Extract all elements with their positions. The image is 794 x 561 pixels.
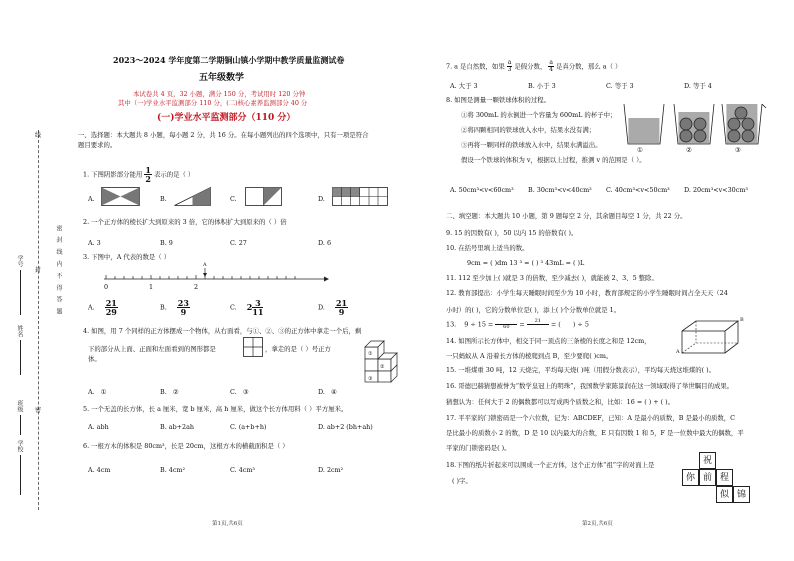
- q18-line-2[interactable]: ( )字。: [452, 477, 472, 485]
- q3-tick-1: 1: [149, 283, 154, 291]
- q18-line-1: 18.下图的纸片折起来可以围成一个正方体，这个正方体“祖”字的对面上是: [446, 461, 655, 469]
- q1-figure-b: [174, 187, 211, 206]
- q4-cube-label-1: ①: [368, 351, 373, 357]
- q7-option-c[interactable]: C. 等于 3: [606, 82, 634, 90]
- q8-line-4: ③再将一颗同样的铁球放入水中，结果水满溢出。: [461, 141, 602, 149]
- binding-char-feng: 封: [35, 267, 42, 274]
- q3-option-a[interactable]: A. $\frac{21}{29}$: [88, 298, 117, 317]
- class-label: 班级: [16, 400, 23, 412]
- exam-info-2: 其中（一)学业水平监测部分 110 分，(二)核心素养监测部分 40 分: [118, 99, 308, 107]
- q7-option-a[interactable]: A. 大于 3: [450, 82, 478, 90]
- part2-intro: 二、填空题：本大题共 10 小题，第 9 题每空 2 分，其余题目每空 1 分，共 22 分。: [446, 212, 687, 220]
- q6-option-a[interactable]: A. 4cm: [88, 466, 111, 474]
- q8-option-d[interactable]: D. 20cm³<v<30cm³: [684, 186, 748, 194]
- q3-number-line: [100, 262, 330, 294]
- q4-line-2: 下的部分从上面、正面和左面看到的图形都是: [88, 345, 216, 353]
- q3-mark-a: A: [203, 262, 207, 268]
- q16-line-1: 16. 哥德巴赫猜想被誉为“数学皇冠上的明珠”，我国数学家陈景润在这一领域取得了举世瞩目的成果。: [446, 382, 734, 390]
- net-cell-zhu: 祝: [699, 452, 716, 469]
- q9-text[interactable]: 9. 15 的因数有( )，50 以内 15 的倍数有( )。: [446, 229, 578, 237]
- q4-cube-label-3: ③: [368, 376, 373, 382]
- q14-line-2[interactable]: 一只蚂蚁从 A 沿着长方体的棱爬到点 B，至少要爬( )cm。: [446, 352, 613, 360]
- net-cell-cheng: 程: [716, 469, 733, 486]
- q8-line-1: 8. 如图是测量一颗铁球体积的过程。: [446, 96, 550, 104]
- binding-warning: 密 封 线 内 不 得 答 题: [55, 225, 62, 317]
- q2-option-a[interactable]: A. 3: [88, 239, 101, 247]
- q1-option-b[interactable]: B.: [160, 195, 167, 203]
- net-cell-ni: 你: [682, 469, 699, 486]
- q3-option-b[interactable]: B. $\frac{23}{9}$: [160, 298, 189, 317]
- exam-subject: 五年级数学: [199, 73, 245, 83]
- q4-option-d[interactable]: D. ④: [318, 388, 337, 396]
- q5-option-a[interactable]: A. abh: [88, 423, 109, 431]
- q7-option-d[interactable]: D. 等于 4: [684, 82, 712, 90]
- q1-figure-d: [332, 187, 388, 206]
- right-page-footer: 第2页,共6页: [582, 521, 613, 527]
- name-field[interactable]: [20, 340, 21, 375]
- q1-text: 1. 下图阴影部分能用 $\frac{1}{2}$ 表示的是（ ）: [83, 165, 195, 184]
- q1-option-a[interactable]: A.: [88, 195, 95, 203]
- q4-option-a[interactable]: A. ①: [88, 388, 107, 396]
- q4-option-b[interactable]: B. ②: [160, 388, 179, 396]
- q3-option-d[interactable]: D. $\frac{21}{9}$: [318, 298, 348, 317]
- q5-option-c[interactable]: C. (a+b+h): [230, 423, 267, 431]
- q17-line-2: 是比最小的质数小 2 的数，D 是 10 以内最大的合数，E 只有因数 1 和 5，F 是一位数中最大的偶数，平: [446, 429, 744, 437]
- q17-line-1: 17. 平平家的门锁密码是一个六位数，记为：ABCDEF，已知：A 是最小的质数，B 是最小的质数，C: [446, 414, 736, 422]
- q14-line-1: 14. 如图所示长方体中，相交于同一顶点的三条棱的长度之和是 12cm，: [446, 337, 651, 345]
- binding-char-xian: 线: [35, 132, 42, 139]
- q3-tick-2: 2: [194, 283, 199, 291]
- q2-text: 2. 一个正方体的棱长扩大到原来的 3 倍，它的体积扩大到原来的（ ）倍: [83, 218, 287, 226]
- q12-line-2[interactable]: 小时）的( )，它的分数单位是( )，添上( )个分数单位就是 1。: [446, 306, 621, 314]
- q4-line-1: 4. 如图，用 7 个同样的正方体摆成一个物体，从右面看，与①、②、③的正方体中拿走一个后，剩: [83, 327, 362, 335]
- q1-figure-a: [101, 187, 140, 206]
- exam-info-1: 本试卷共 4 页，32 小题，满分 150 分，考试用时 120 分钟: [133, 90, 306, 98]
- q8-option-c[interactable]: C. 40cm³<v<50cm³: [606, 186, 670, 194]
- q14-point-b: B: [740, 317, 744, 323]
- q6-option-d[interactable]: D. 2cm²: [318, 466, 344, 474]
- q8-line-3: ②将四颗相同的铁球放入水中，结果水没有满；: [461, 126, 596, 134]
- q10-text: 10. 在括号里填上适当的数。: [446, 244, 529, 252]
- q1-option-c[interactable]: C.: [230, 195, 237, 203]
- q4-view-figure: [243, 337, 263, 357]
- q5-text: 5. 一个无盖的长方体，长 a 厘米，宽 b 厘米，高 h 厘米，做这个长方体用料（ ）平方厘米。: [83, 405, 348, 413]
- q11-text[interactable]: 11. 112 至少加上( )就是 3 的倍数，至少减去( )，就能被 2、3、5 整除。: [446, 274, 658, 282]
- q2-option-b[interactable]: B. 9: [160, 239, 173, 247]
- q7-option-b[interactable]: B. 小于 3: [528, 82, 556, 90]
- q8-line-5: 假设一个铁球的体积为 v，根据以上过程，推测 v 的范围是（ ）。: [461, 156, 646, 164]
- q8-cups-figure: [620, 100, 768, 152]
- q3-tick-0: 0: [104, 283, 109, 291]
- q8-cup-label-2: ②: [686, 146, 692, 154]
- q14-point-a: A: [676, 349, 680, 355]
- q2-option-c[interactable]: C. 27: [230, 239, 247, 247]
- school-label: 学校: [16, 440, 23, 452]
- q5-option-b[interactable]: B. ab+2ah: [160, 423, 195, 431]
- q17-line-3[interactable]: 平家的门锁密码是( )。: [446, 444, 511, 452]
- section-title: (一)学业水平监测部分（110 分）: [157, 113, 296, 123]
- q4-option-c[interactable]: C. ③: [230, 388, 249, 396]
- q12-line-1: 12. 教育部提出：小学生每天睡眠时间至少为 10 小时，教育部规定的小学生睡眠时间占全天天（24: [446, 289, 728, 297]
- binding-line: [38, 130, 39, 510]
- q14-cuboid-figure: [680, 318, 742, 356]
- school-field[interactable]: [20, 455, 21, 495]
- q1-fraction: $\frac{1}{2}$: [145, 165, 151, 184]
- q7-text: 7. a 是自然数，如果 $\frac{a}{3}$ 是假分数， $\frac{a}{4}$ 是真分数，那么 a（ ）: [446, 59, 622, 73]
- binding-char-mi: 密: [35, 407, 42, 414]
- q1-figure-c: [245, 187, 282, 206]
- q3-text: 3. 下图中，A 代表的数是（ ）: [83, 253, 171, 261]
- student-no-label: 学号: [16, 255, 23, 267]
- q1-option-d[interactable]: D.: [318, 195, 325, 203]
- net-cell-jin: 锦: [733, 486, 750, 503]
- q6-option-b[interactable]: B. 4cm²: [160, 466, 186, 474]
- name-label: 姓名: [16, 325, 23, 337]
- part1-intro-1: 一、选择题：本大题共 8 小题，每小题 2 分，共 16 分。在每小题列出的四个选项中，只有一项是符合: [78, 131, 369, 139]
- class-field[interactable]: [20, 415, 21, 435]
- q16-line-2[interactable]: 猜想认为：任何大于 2 的偶数都可以写成两个质数之和，比如：16 = ( ) + ( )。: [446, 398, 675, 406]
- q6-text: 6. 一根方木的体积是 80cm³，长是 20cm，这根方木的横截面积是（ ）: [83, 442, 289, 450]
- q6-option-c[interactable]: C. 4cm³: [230, 466, 255, 474]
- q10-blanks[interactable]: 9cm = ( )dm 13 ³ = ( ) ³ 43mL = ( )L: [467, 259, 585, 267]
- q8-cup-label-1: ①: [637, 146, 643, 154]
- net-cell-si: 似: [716, 486, 733, 503]
- q8-option-b[interactable]: B. 30cm³<v<40cm³: [528, 186, 592, 194]
- q8-line-2: ①将 300mL 的水倒进一个容量为 600mL 的杯子中；: [461, 111, 617, 119]
- left-page-footer: 第1页,共6页: [212, 521, 243, 527]
- q4-line-4: 体。: [88, 355, 101, 363]
- q15-text[interactable]: 15. 一堆煤重 30 吨，12 天烧完，平均每天烧( )吨（用假分数表示），平均每天烧这堆煤的( )。: [446, 366, 716, 374]
- q5-option-d[interactable]: D. ab+2 (bh+ah): [318, 423, 373, 431]
- part1-intro-2: 题目要求的。: [78, 141, 117, 149]
- q4-line-3: ，拿走的是（ ）号正方: [265, 345, 331, 353]
- q13-text[interactable]: 13. 9 ÷ 15 = 60 = 21 = ( ) ÷ 5: [446, 318, 589, 330]
- student-no-field[interactable]: [20, 270, 21, 315]
- q3-option-c[interactable]: C. 2 $\frac{3}{11}$: [230, 298, 264, 317]
- net-cell-qian: 前: [699, 469, 716, 486]
- exam-title: 2023～2024 学年度第二学期铜山镇小学期中教学质量监测试卷: [113, 55, 345, 65]
- q4-cube-label-2: ②: [380, 364, 385, 370]
- q8-option-a[interactable]: A. 50cm³<v<60cm³: [450, 186, 514, 194]
- q8-cup-label-3: ③: [735, 146, 741, 154]
- q2-option-d[interactable]: D. 6: [318, 239, 332, 247]
